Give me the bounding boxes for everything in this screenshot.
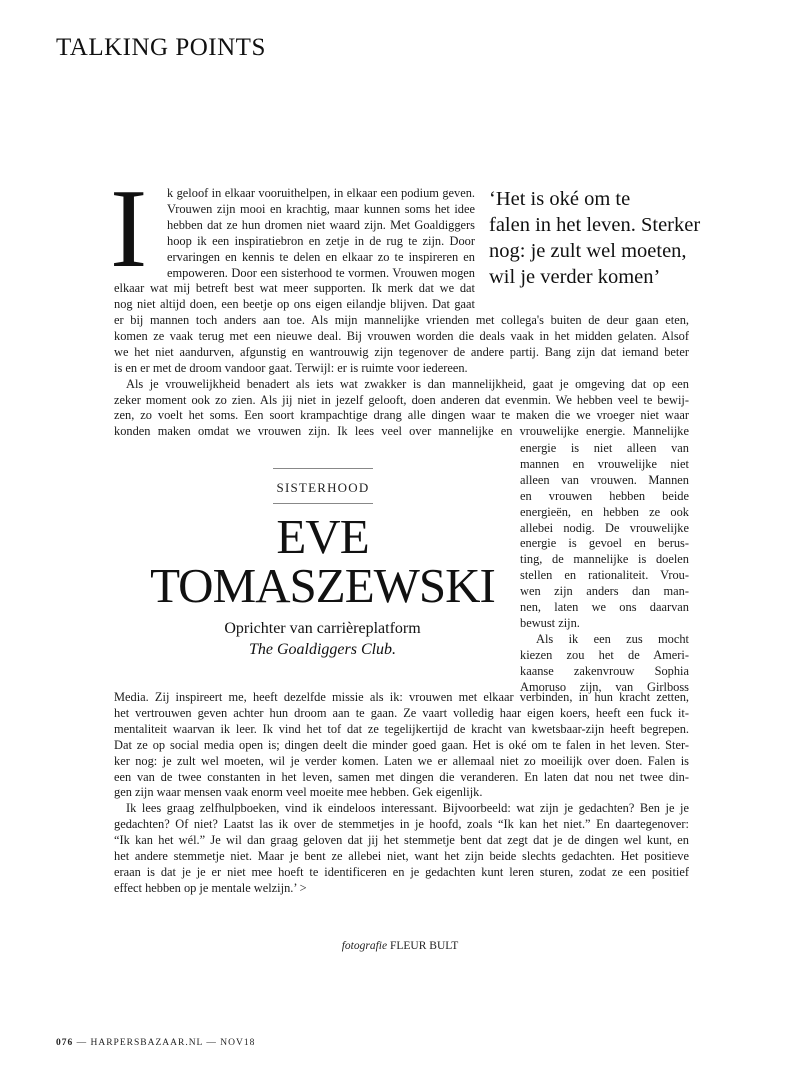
text-line: kaanse zakenvrouw Sophia [520, 663, 689, 678]
profile-subtitle [180, 618, 465, 660]
kicker-rule-bottom [273, 503, 373, 504]
kicker-rule-top [273, 468, 373, 469]
text-line: Ik lees graag zelfhulpboeken, vind ik eindeloos interessant. Bijvoorbeeld: wat zijn je gedachten? Ben je je [126, 801, 689, 816]
text-line: gedachten? Of niet? Laatst las ik over de stemmetjes in je hoofd, zoals “Ik kan het niet.” En daartegenover: [114, 817, 689, 832]
text-line: gen zijn waar mensen vaak enorm veel moeite mee hebben. Gek eigenlijk. [114, 785, 483, 800]
text-line: komen ze vaak terug met een nieuwe deal. Bij vrouwen worden die deals vaak in het midden gelaten. Alsof [114, 328, 689, 343]
text-line: “Ik kan het wél.” Je wil dan graag geloven dat jij het stemmetje bent dat zegt dat je de dingen wel kunt, en [114, 833, 689, 848]
section-title: TALKING POINTS [56, 34, 266, 61]
text-line: konden maken omdat we vrouwen zijn. Ik lees veel over mannelijke en vrouwelijke energie. Mannelijke [114, 424, 689, 439]
text-line: wen zijn anders dan man- [520, 584, 689, 599]
footer-text: — HARPERSBAZAAR.NL — NOV18 [76, 1038, 256, 1048]
text-line: ting, de mannelijke is doelen [520, 552, 689, 567]
text-line: er bij mannen toch anders aan toe. Als mijn mannelijke vrienden met collega's buiten de deur gaan eten, [114, 313, 689, 327]
text-line: Vrouwen zijn mooi en krachtig, maar kunnen soms het idee [167, 201, 475, 216]
text-line: hebben dat ze hun dromen niet waard zijn. Met Goaldiggers [167, 217, 475, 232]
text-line: nog niet altijd doen, een beetje op ons eigen eilandje blijven. Dat gaat [114, 296, 475, 311]
text-line: eraan is dat je je er niet mee hoeft te identificeren en je gedachten kunt leren sturen, zodat ze een positief [114, 864, 689, 879]
text-line: Media. Zij inspireert me, heeft dezelfde missie als ik: vrouwen met elkaar verbinden, in hun kracht zetten, [114, 690, 689, 704]
text-line: effect hebben op je mentale welzijn.’ > [114, 880, 307, 895]
text-line: mannen en vrouwelijke niet [520, 456, 689, 471]
text-line: het andere stemmetje niet. Maar je bent ze allebei niet, want het zijn beide slechts gedachten. Het positieve [114, 849, 689, 864]
text-line: Als je vrouwelijkheid benadert als iets wat zwakker is dan mannelijkheid, gaat je omgeving dat op een [126, 376, 689, 391]
text-line: energie is gevoel en berus- [520, 536, 689, 551]
page-number: 076 [56, 1038, 74, 1048]
profile-company: The Goaldiggers Club. [248, 641, 397, 658]
body-text-block-2 [114, 690, 689, 897]
pull-quote-line: nog: je zult wel moeten, [489, 240, 687, 262]
intro-paragraph [167, 186, 475, 281]
text-line: we het niet aandurven, afgunstig en wantrouwig zijn tegenover de andere partij. Bang zijn dat iemand beter [114, 344, 689, 359]
text-line: k geloof in elkaar vooruithelpen, in elkaar een podium geven. [167, 186, 475, 200]
profile-role: Oprichter van carrièreplatform [224, 620, 421, 637]
text-line: energieën, en hebben ze ook [520, 504, 689, 519]
credit-name: FLEUR BULT [389, 940, 459, 952]
text-line: Dat ze op social media open is; dingen deelt die minder goed gaan. Het is oké om te falen in het leven. Ster- [114, 737, 689, 752]
text-line: Als ik een zus mocht [536, 631, 689, 646]
photo-credit [0, 940, 800, 952]
text-line: stellen en rationaliteit. Vrou- [520, 568, 689, 583]
profile-last-name: TOMASZEWSKI [150, 558, 495, 613]
kicker-label: SISTERHOOD [276, 480, 370, 495]
text-line: alleen van vrouwen. Mannen [520, 472, 689, 487]
text-line: kiezen zou het de Ameri- [520, 647, 689, 662]
text-line: mentaliteit waarvan ik leer. Ik vind het tof dat ze tegelijkertijd de kracht van kwetsbaar-zijn heeft begrepen. [114, 721, 689, 736]
pull-quote-line: falen in het leven. Sterker [489, 214, 701, 236]
pull-quote-line: wil je verder komen’ [489, 266, 661, 288]
text-line: ker nog: je zult wel moeten, wil je verder komen. Laten we er allemaal niet zo moeilijk over doen. Falen is [114, 753, 689, 768]
text-line: allebei nodig. De vrouwelijke [520, 520, 689, 535]
text-line: bewust zijn. [520, 615, 580, 630]
profile-name [130, 509, 515, 613]
text-line: en vrouwen hebben beide [520, 488, 689, 503]
pull-quote [489, 186, 759, 290]
body-column-left [114, 281, 475, 313]
text-line: zeker moment ook zo zien. Als jij niet in jezelf gelooft, doen anderen dat evenmin. We hebben veel te bewij- [114, 392, 689, 407]
text-line: zen, zo voelt het soms. Een soort krampachtige drang alle dingen waar te maken die we vroeger niet waar [114, 408, 689, 423]
text-line: elkaar wat mij betreft best wat meer supporten. Ik merk dat we dat [114, 281, 475, 295]
pull-quote-line: ‘Het is oké om te [489, 188, 631, 210]
text-line: nen, laten we ons daarvan [520, 600, 689, 615]
text-line: is en er met de droom vandoor gaat. Terwijl: er is ruimte voor iedereen. [114, 360, 468, 375]
text-line: Amoruso zijn, van Girlboss [520, 679, 689, 694]
body-text-block-1 [114, 313, 689, 440]
text-line: hoop ik een inspiratiebron en zetje in de rug te zijn. Door [167, 233, 475, 248]
text-line: energie is niet alleen van [520, 441, 689, 455]
credit-prefix: fotografie [341, 940, 388, 952]
page-footer [56, 1038, 255, 1048]
text-line: empoweren. Door een sisterhood te vormen. Vrouwen mogen [167, 265, 475, 280]
profile-first-name: EVE [276, 509, 369, 564]
body-column-right [520, 441, 689, 696]
text-line: het vertrouwen geven achter hun droom aan te gaan. Ze vaart volledig haar eigen koers, heeft een fuck it- [114, 705, 689, 720]
text-line: ervaringen en kennis te delen en elkaar zo te inspireren en [167, 249, 475, 264]
dropcap-letter: I [110, 167, 148, 291]
text-line: een van de twee constanten in het leven, samen met dingen die veranderen. En laten dat nou net twee din- [114, 769, 689, 784]
